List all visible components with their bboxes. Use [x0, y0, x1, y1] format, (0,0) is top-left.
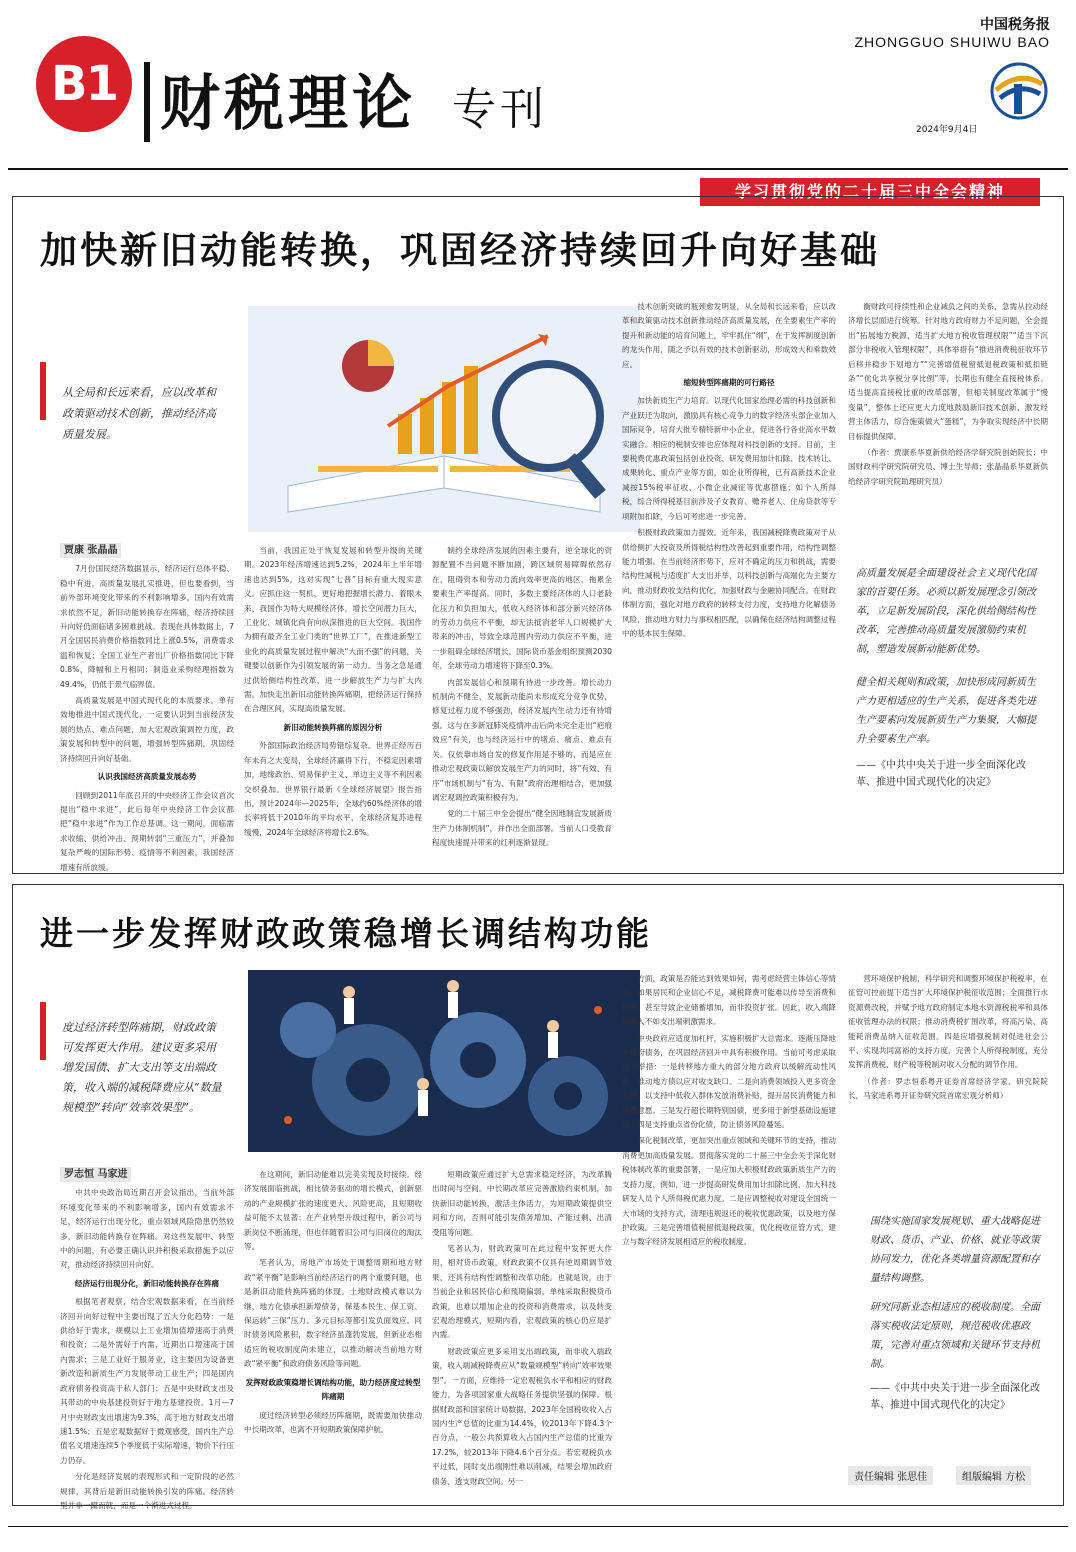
paragraph: 分化是经济发展的表现形式和一定阶段的必然规律，其背后是新旧动能转换引发的阵痛。经济转型并非一蹴而就，而是一个渐进式过程。 [60, 1472, 234, 1510]
author-note: （作者：贾康系华夏新供给经济学研究院创始院长；中国财政科学研究院研究员、博士生导师；张晶晶系华夏新供给经济学研究院助理研究员） [848, 448, 1048, 486]
title-divider [144, 62, 150, 142]
paragraph: 技术创新突破的瓶颈愈发明显，从全局和长远来看，应以改革和政策驱动技术创新推动经济高质量发展，在全要素生产率的提升和新动能的培育问题上，牢牢抓住“纲”，在于发挥制度创新的龙头作用，随之予以有效的技术创新驱动，形成效大和乘数效应。 [622, 302, 836, 369]
paragraph: 营环境保护税制，科学研究和调整环境保护税税率，在征管可控前提下适当扩大环境保护税征收范围；全面推行水资源费改税，并赋予地方政府制定本地水资源税税率和具体征收管理办法的权限；推动消费税扩围改革，将高污染、高能耗消费品纳入征收范围。四是应增强税制对促进社会公平、实现共同富裕的支持力度，完善个人所得税制度，充分发挥消费税、财产税等税制对收入分配的调节作用。 [848, 974, 1048, 1070]
article2-column-1 [60, 1168, 234, 1510]
page-badge: B1 [36, 36, 132, 132]
article1-column-2 [244, 544, 422, 868]
paragraph: 内部发展信心和预期有待进一步改善。增长动力机制尚不健全，发展新动能尚未形成充分竞争优势，修复过程力度不够强劲，经济发展内生动力还有待增强。这与在多新冠肺炎疫情冲击后尚未完全走出“疤痕效应”有关，也与经济运行中的堵点、痛点、难点有关。仅依靠市场自发的修复作用是不够的，而是应在推动宏观政策以解放发展生产力的同时，将“有效、有序”市场机制与“有为、有限”政府治理相结合，更加强调宏观调控政策积极有为。 [432, 677, 612, 802]
article2-column-3 [432, 1168, 612, 1500]
quote-text: 围绕实施国家发展规划、重大战略促进财政、货币、产业、价格、就业等政策协同发力，优化各类增量资源配置和存量结构调整。 [870, 1216, 1040, 1284]
subheading: 经济运行出现分化，新旧动能转换存在阵痛 [74, 1278, 220, 1288]
paragraph: 短期政策应通过扩大总需求稳定经济，为改革腾出时间与空间。中长期改革应完善激励约束机制，加快新旧动能转换，激活主体活力，为短期政策提供空间和方向，否则可能引发债务增加、产能过剩、出清受阻等问题。 [432, 1170, 612, 1237]
quote-citation: ——《中共中央关于进一步全面深化改革、推进中国式现代化的决定》 [856, 760, 1026, 788]
quote-text: 研究同新业态相适应的税收制度。全面落实税收法定原则，规范税收优惠政策，完善对重点领域和关键环节支持机制。 [870, 1302, 1040, 1370]
article1-column-5 [848, 300, 1048, 530]
article1-column-1 [60, 544, 234, 872]
article1-column-4 [622, 300, 836, 868]
paper-name-pinyin: ZHONGGUO SHUIWU BAO [854, 34, 1050, 50]
article1-byline: 贾康 张晶晶 [60, 543, 121, 558]
paragraph: 中央政府应适度加杠杆，实施积极扩大总需求。逐渐压降地方政府债务，在巩固经济回升中具有积极作用。当前可考虑采取以下举措：一是转移地方重大的部分地方政府以缓解流动性风险，推动地方债以应对收支缺口。二是向消费领域投入更多资金支持，以支持中低收入群体发放消费补贴，提升居民消费能力和消费意愿。三是发行超长期特别国债，更多用于新型基础设施建设。四是支持重点省份化债，防止债务风险蔓延。 [622, 1033, 836, 1130]
pullquote-marker [40, 1002, 46, 1060]
paragraph: 回顾到2011年底召开的中央经济工作会议首次提出“稳中求进”，此后每年中央经济工作会议都把“稳中求进”作为工作总基调。这一期间，面临需求收缩、供给冲击、预期转弱“三重压力”，并叠加复杂严峻的国际形势、疫情等不利因素，我国经济增速有所放缓。 [60, 790, 234, 872]
author-note: （作者：罗志恒系粤开证券首席经济学家、研究院院长，马家进系粤开证券研究院首席宏观分析师） [848, 1076, 1048, 1101]
article1-quote-box [856, 564, 1042, 864]
article1-illustration [248, 306, 640, 532]
paragraph: 根据笔者观察，结合宏观数据来看，在当前经济回升向好过程中主要出现了五大分化趋势：一是供给好于需求，规模以上工业增加值增速高于消费和投资；二是外需好于内需，近期出口增速高于国内需求；三是工业好于服务业，这主要因为设备更新改造和新质生产力发展带动工业生产；四是国内政府债务投资高于私人部门；五是中央财政支出及其带动的中央基建投资好于地方基建投资。1月—7月中央财政支出增速为9.3%，高于地方财政支出增速1.5%；五是宏观数据好于微观感受，国内生产总值名义增速连续5个季度低于实际增速，物价下行压力仍存。 [60, 1297, 234, 1465]
paragraph: 外部国际政治经济局势错综复杂。世界正经历百年未有之大变局，全球经济赢得下行，不稳定因素增加，地缘政治、贸易保护主义、单边主义等不利因素交织叠加。世界银行最新《全球经济展望》报告指出，预计2024年—2025年，全球约60%经济体的增长率将低于2010年的平均水平，全球经济复苏进程缓慢，2024年全球经济将增长2.6%。 [244, 741, 422, 837]
paragraph: 方面，政策是否能达到效果如何，需考虑经营主体信心等情况。如果居民和企业信心不足，减税降费可能难以传导至消费和投资，甚至导致企业储蓄增加，而非投资扩张。因此，收入端降低收入不如支出端刺激需求。 [622, 974, 836, 1027]
designer-credit: 组版编辑 方松 [956, 1466, 1031, 1485]
article2-title: 进一步发挥财政政策稳增长调结构功能 [40, 914, 652, 953]
paragraph: 中共中央政治局近期召开会议指出，当前外部环境变化带来的不利影响增多，国内有效需求不足，经济运行出现分化，重点领域风险隐患仍然较多，新旧动能转换存在阵痛。对这些发展中、转型中的问题，有必要正确认识并积极采取措施予以应对，推动经济持续回升向好。 [60, 1188, 234, 1270]
pullquote-marker [40, 362, 46, 420]
subheading: 缩短转型阵痛期的可行路径 [683, 378, 775, 388]
paragraph: 7月份国民经济数据显示，经济运行总体平稳、稳中有进，高质量发展扎实推进，但也要看到，当前外部环境变化带来的不利影响增多，国内有效需求依然不足，新旧动能转换存在阵痛，经济持续回升向好仍面临诸多困难挑战。表现在具体数据上，7月全国居民消费价格指数同比上涨0.5%，消费需求温和恢复；全国工业生产者出厂价格指数同比下降0.8%，降幅和上月相同；制造业采购经理指数为49.4%，仍低于景气临界值。 [60, 564, 234, 689]
topic-banner: 学习贯彻党的二十届三中全会精神 [700, 178, 1040, 206]
paragraph: 笔者认为，房地产市场处于调整周期和地方财政“紧平衡”是影响当前经济运行的两个重要问题，也是新旧动能转换阵痛的体现。土地财政模式难以为继，地方化债承担新增债务，保基本民生、保工资、保运转“三保”压力、多元目标等都引发负面效应。同时债务风险累积，数字经济虽蓬勃发展，但新业态相适应的税收制度尚未建立，以推动解决当前地方财政“紧平衡”和政府债务风险等问题。 [244, 1258, 422, 1369]
section-title: 财税理论 [160, 69, 416, 139]
paragraph: 制约全球经济发展的因素主要有，逆全球化的资源配置不当问题不断加剧，跨区域贸易障碍依然存在，阻碍资本和劳动力流向效率更高的地区，拖累全要素生产率提高。同时，多数主要经济体的人口老龄化压力和负担加大，低收入经济体和部分新兴经济体的劳动力供应不平衡，却无法抵消老年人口规模扩大带来的冲击，导致全球范围内劳动力供应不平衡，进一步阻碍全球经济增长。国际货币基金组织预测2030年，全球劳动力增速将下降至0.3%。 [432, 546, 612, 671]
paragraph: 笔者认为，财政政策可在此过程中发挥更大作用，相对货币政策，财政政策不仅具有逆周期调节效果，还具有结构性调整和改革功能。也就是说，由于当前企业和居民信心和预期偏弱，单纯采取积极货币政策，也难以增加企业的投资和消费需求，以及转变宏观治理模式，短期内看，宏观政策的核心仍应是扩内需。 [432, 1244, 612, 1340]
paragraph: 在这期间，新旧动能难以完美实现及时接续。经济发展面临挑战，相比债务驱动的增长模式，创新驱动的产业规模扩张的速度更大、风险更高，且短期收益可能不太显著；在产业转型升级过程中，新公司与新岗位不断涌现，但也伴随着旧公司与旧岗位的淘汰等。 [244, 1170, 422, 1252]
article2-column-2 [244, 1168, 422, 1500]
paragraph: 党的二十届三中全会提出“健全因地制宜发展新质生产力体制机制”，并作出全面部署。当前人口受教育程度快速提升带来的红利逐渐显现。 [432, 809, 612, 848]
subheading: 新旧动能转换阵痛的原因分析 [283, 722, 383, 732]
subheading: 发挥财政政策稳增长调结构功能，助力经济度过转型阵痛期 [245, 1377, 421, 1402]
article2-column-4 [622, 972, 836, 1500]
paragraph: 加快新质生产力培育。以现代化国家治理必需的科技创新和产业跃迁为取向，激励具有核心竞争力的数字经济头部企业加入国际竞争，培育大批专精特新中小企业，促进各行各业高水平数实融合。相应的税制安排也应体现对科技创新的支持。目前，主要税费优惠政策包括创业投资、研发费用加计扣除、技术转让、成果转化、重点产业等方面，如企业所得税，已有高新技术企业减按15%税率征收、小微企业减征等优惠措施；如个人所得税，综合所得税基目前涉及子女教育、赡养老人、住房贷款等专项附加扣除，今后可考虑进一步完善。 [622, 396, 836, 521]
article2-quote-box [870, 1212, 1040, 1452]
paper-name: 中国税务报 [980, 17, 1050, 33]
quote-text: 高质量发展是全面建设社会主义现代化国家的首要任务。必须以新发展理念引领改革，立足新发展阶段，深化供给侧结构性改革，完善推动高质量发展激励约束机制，塑造发展新动能新优势。 [856, 568, 1036, 655]
article2-byline: 罗志恒 马家进 [60, 1167, 131, 1182]
article2-pullquote: 度过经济转型阵痛期，财政政策可发挥更大作用。建议更多采用增发国债、扩大支出等支出端政策，收入端的减税降费应从“数量规模型”转向“效率效果型”。 [62, 1021, 222, 1114]
footer-rule [8, 1526, 1068, 1527]
editor-credit: 责任编辑 张思佳 [848, 1466, 933, 1485]
article1-pullquote: 从全局和长远来看，应以改革和政策驱动技术创新，推动经济高质量发展。 [62, 386, 216, 441]
paragraph: 深化税制改革，更加突出重点领域和关键环节的支持，推动消费更加高质量发展。贯彻落实党的二十届三中全会关于深化财税体制改革的重要部署，一是应加大积极财政政策新质生产力的支持力度，例如，进一步提高研发费用加计扣除比例，加大科技研发人员个人所得税优惠力度。二是应调整税收对建设全国统一大市场的支持方式，清理违规返还的税收优惠政策，以及地方保护政策。三是完善增值税留抵退税政策，优化税收征管方式，建立与数字经济发展相适应的税收制度。 [622, 1136, 836, 1247]
paragraph: 当前，我国正处于恢复发展和转型升级的关键期。2023年经济增速达到5.2%，2024年上半年增速也达到5%，这对实现“七普”目标有重大现实意义。应抓住这一契机，更好地把握增长潜力、着眼未来，我国作为特大规模经济体，增长空间潜力巨大，工业化、城镇化尚有向纵深推进的巨大空间。我国作为拥有最齐全工业门类的“世界工厂”，在推进新型工业化的高质量发展过程中解决“大而不强”的问题，关键要以创新作为引领发展的第一动力。当务之急是通过供给侧结构性改革，进一步解放生产力与扩大内需，加快走出新旧动能转换阵痛期，把经济运行保持在合理区间，实现高质量发展。 [244, 546, 422, 714]
article1-title: 加快新旧动能转换，巩固经济持续回升向好基础 [40, 228, 880, 272]
article1-column-3 [432, 544, 612, 868]
quote-citation: ——《中共中央关于进一步全面深化改革、推进中国式现代化的决定》 [870, 1383, 1040, 1411]
article2-illustration [248, 970, 640, 1152]
article2-column-5 [848, 972, 1048, 1168]
masthead-rule [8, 168, 1068, 170]
paragraph: 积极财政政策加力提效。近年来，我国减税降费政策对于从供给侧扩大投资及所得税结构性改善起到重要作用，结构性调整能力增强。在当前经济形势下，应对不确定的压力和挑战，需要结构性减税与适度扩大支出并举，以科技创新与高端化为主要方向，推动财政收支结构优化，加强财政与金融协同配合。在财政体制方面，强化对地方政府的转移支付力度，支持地方化解债务风险，推动地方财力与事权相匹配，以确保在经济结构调整过程中的基本民生保障。 [622, 528, 836, 638]
section-suffix: 专刊 [452, 84, 548, 135]
issue-date: 2024年9月4日 [916, 125, 978, 135]
paragraph: 高质量发展是中国式现代化的本质要求。单有效地推进中国式现代化，一定要认识到当前经济发展的热点、难点问题，加大宏观政策调控力度，政策发展和转型中的问题，增强转型阵痛期，巩固经济持续回升向好基础。 [60, 696, 234, 763]
quote-text: 健全相关规则和政策，加快形成同新质生产力更相适应的生产关系，促进各类先进生产要素向发展新质生产力集聚，大幅提升全要素生产率。 [856, 677, 1036, 745]
paragraph: 财政政策应更多采用支出端政策，而非收入端政策，收入端减税降费应从“数量规模型”转向“效率效果型”。一方面，应维持一定宏观税负水平和相应的财政能力，为各项国家重大战略任务提供坚强的保障。根据财政部和国家统计局数据，2023年全国税收收入占国内生产总值的比重为14.4%，较2013年下降4.3个百分点，一般公共预算收入占国内生产总值的比重为17.2%，较2013年下降4.6个百分点。若宏观税负水平过低，同时支出端刚性难以削减，结果会增加政府债务、透支财政空间。另一 [432, 1346, 612, 1486]
subheading: 认识我国经济高质量发展态势 [97, 772, 197, 782]
paragraph: 衡财政可持续性和企业减负之间的关系，急需从拉动经济增长层面进行统筹。针对地方政府财力不足问题，全会提出“拓展地方税源，适当扩大地方税收管理权限”“适当下沉部分非税收入管理权限”，具体举措有“推进消费税征收环节后移并稳步下划地方”“完善增值税留抵退税政策和抵扣链条”“优化共享税分享比例”等，长期也有健全直接税体系、适当提高直接税比重的改革部署，但相关制度改革属于“慢变量”，整体上还应更大力度地鼓励新旧技术创新、激发经营主体活力，综合施策做大“蛋糕”，为争取实现经济中长期目标提供保障。 [848, 302, 1048, 441]
paragraph: 度过经济转型必须经历阵痛期，既需要加快推动中长期改革，也离不开短期政策保障护航。 [244, 1410, 422, 1434]
newspaper-logo-icon [990, 62, 1048, 120]
